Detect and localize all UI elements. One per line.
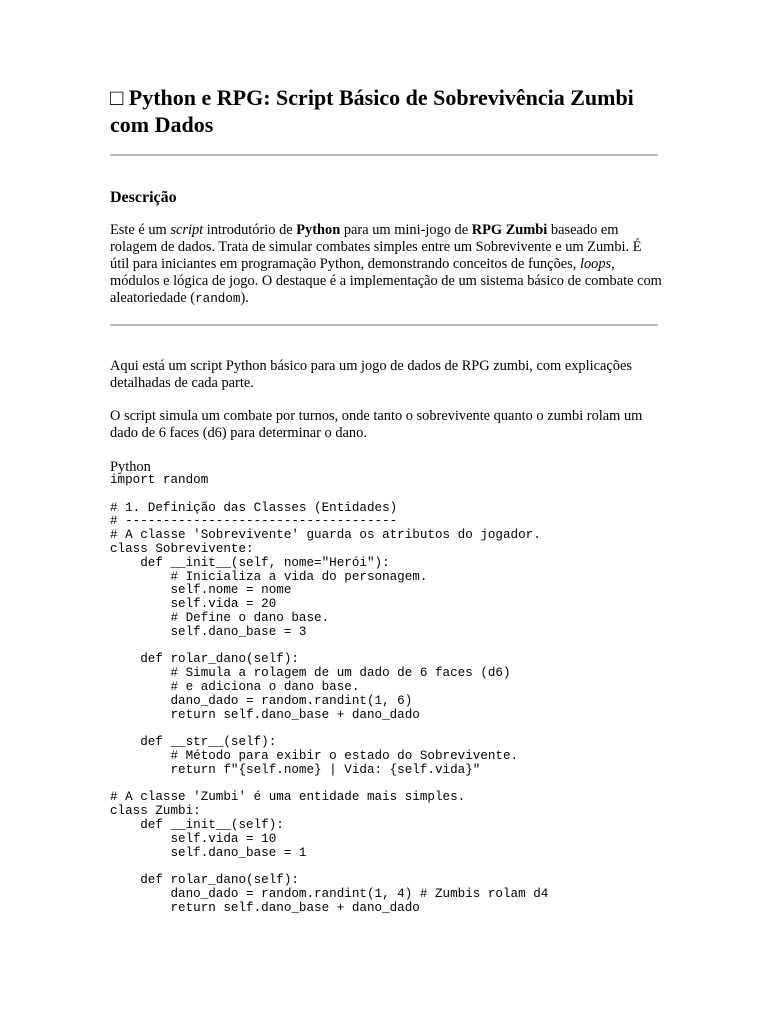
code-line: # A classe 'Zumbi' é uma entidade mais simples. bbox=[110, 790, 466, 805]
title-emoji-icon: □ bbox=[110, 85, 124, 110]
horizontal-divider bbox=[110, 154, 658, 156]
code-block bbox=[110, 474, 548, 916]
code-line: dano_dado = random.randint(1, 4) # Zumbis rolam d4 bbox=[110, 886, 549, 901]
code-line: # Simula a rolagem de um dado de 6 faces (d6) bbox=[110, 666, 511, 681]
code-line: def __init__(self): bbox=[110, 817, 284, 832]
code-line: return self.dano_base + dano_dado bbox=[110, 707, 420, 722]
code-line: self.nome = nome bbox=[110, 583, 292, 598]
code-line: # e adiciona o dano base. bbox=[110, 679, 360, 694]
description-text: introdutório de bbox=[203, 222, 297, 238]
code-line bbox=[110, 778, 548, 792]
description-bold-rpg-zumbi: RPG Zumbi bbox=[471, 222, 548, 238]
code-line: # Inicializa a vida do personagem. bbox=[110, 569, 428, 584]
code-line bbox=[110, 722, 548, 736]
description-paragraph bbox=[110, 222, 662, 308]
description-text: baseado em rolagem de dados. Trata de simular combates simples entre um Sobrevivente e um Zumbi. É útil para iniciantes em programação Python, demonstrando conceitos de funções, bbox=[110, 222, 642, 272]
horizontal-divider bbox=[110, 324, 658, 326]
code-line: class Sobrevivente: bbox=[110, 541, 254, 556]
description-text: , módulos e lógica de jogo. O destaque é a implementação de um sistema básico de combate com aleatoriedade ( bbox=[110, 256, 662, 306]
code-line: def __init__(self, nome="Herói"): bbox=[110, 555, 390, 570]
code-line: def rolar_dano(self): bbox=[110, 652, 299, 667]
code-line: # A classe 'Sobrevivente' guarda os atributos do jogador. bbox=[110, 528, 541, 543]
section-heading-descricao: Descrição bbox=[110, 189, 177, 206]
code-line: class Zumbi: bbox=[110, 804, 201, 819]
title-text: Python e RPG: Script Básico de Sobrevivência Zumbi com Dados bbox=[110, 85, 634, 137]
description-emphasis-loops: loops bbox=[579, 256, 612, 272]
code-line bbox=[110, 860, 548, 874]
code-line: dano_dado = random.randint(1, 6) bbox=[110, 693, 413, 708]
description-text: para um mini-jogo de bbox=[340, 222, 472, 238]
description-text: ). bbox=[240, 290, 249, 306]
description-bold-python: Python bbox=[296, 222, 341, 238]
code-line: self.vida = 20 bbox=[110, 597, 277, 612]
code-line: self.vida = 10 bbox=[110, 831, 277, 846]
code-line: # ------------------------------------ bbox=[110, 514, 398, 529]
explain-paragraph: O script simula um combate por turnos, onde tanto o sobrevivente quanto o zumbi rolam um dado de 6 faces (d6) para determinar o dano. bbox=[110, 408, 643, 441]
code-line: self.dano_base = 1 bbox=[110, 845, 307, 860]
code-line: import random bbox=[110, 473, 209, 487]
page-title bbox=[110, 84, 670, 138]
code-line: return self.dano_base + dano_dado bbox=[110, 900, 420, 915]
code-line: def rolar_dano(self): bbox=[110, 873, 299, 888]
code-line: self.dano_base = 3 bbox=[110, 624, 307, 639]
description-emphasis-script: script bbox=[170, 222, 204, 238]
intro-paragraph: Aqui está um script Python básico para um jogo de dados de RPG zumbi, com explicações detalhadas de cada parte. bbox=[110, 358, 632, 391]
code-line: # Método para exibir o estado do Sobrevivente. bbox=[110, 748, 519, 763]
inline-code-random: random bbox=[195, 292, 241, 306]
code-line: return f"{self.nome} | Vida: {self.vida}" bbox=[110, 762, 481, 777]
code-line: # 1. Definição das Classes (Entidades) bbox=[110, 500, 398, 515]
code-line: def __str__(self): bbox=[110, 735, 277, 750]
code-line: # Define o dano base. bbox=[110, 610, 330, 625]
code-language-label: Python bbox=[110, 459, 151, 475]
code-line bbox=[110, 640, 548, 654]
code-line bbox=[110, 488, 548, 502]
description-text: Este é um bbox=[110, 222, 171, 238]
